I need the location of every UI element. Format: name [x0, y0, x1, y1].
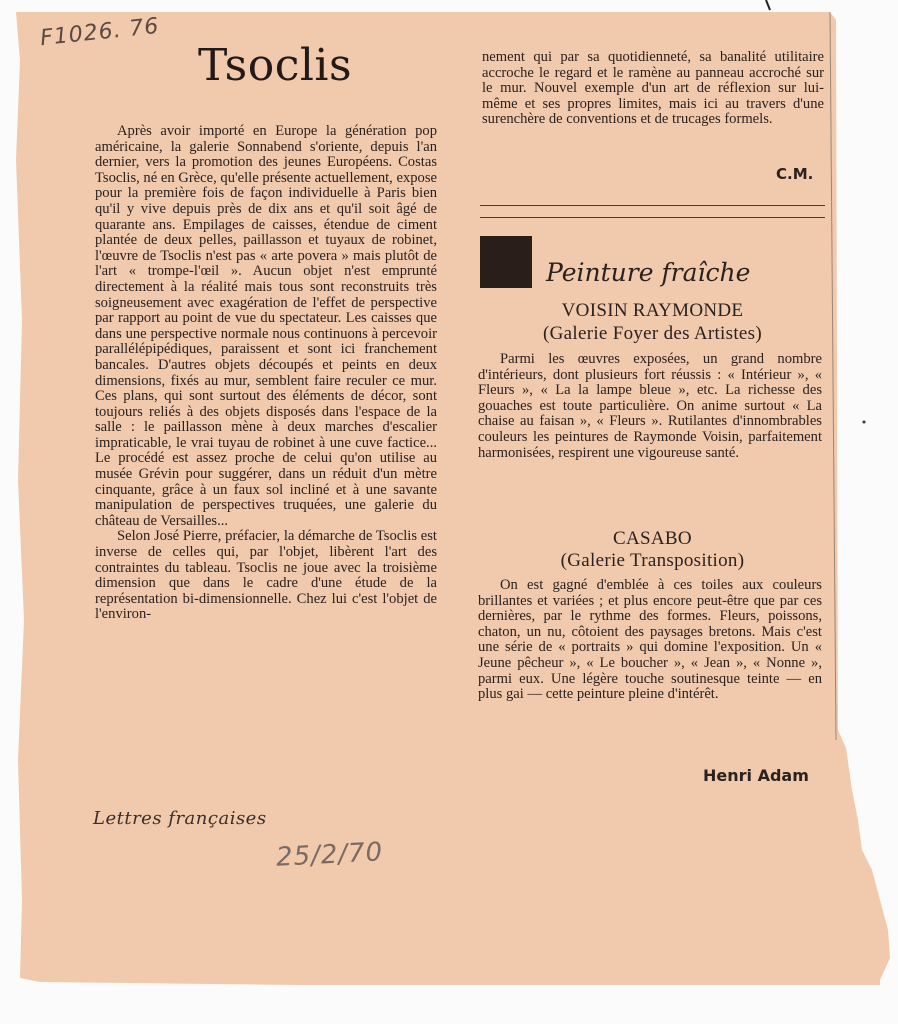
review-1-body — [478, 352, 822, 461]
divider-bottom — [480, 217, 825, 218]
review-1-text: Parmi les œuvres exposées, un grand nombre d'intérieurs, dont plusieurs fort réussis : « Intérieur », « Fleurs », « La la lampe bleue », etc. La richesse des gouaches est toute particulière. On anime surtout « La chaise au faisan », « Fleurs ». Rutilantes d'innombrables couleurs les peintures de Raymonde Voisin, parfaitement harmonisées, respirent une vigoureuse santé. — [478, 351, 822, 461]
handwritten-date: 25/2/70 — [275, 837, 384, 873]
section-title: Peinture fraîche — [546, 258, 751, 287]
article-continuation — [482, 50, 824, 128]
article-title: Tsoclis — [198, 40, 353, 91]
review-2-text: On est gagné d'emblée à ces toiles aux couleurs brillantes et variées ; et plus encore peut-être que par ces dernières, par le rythme des formes. Fleurs, poissons, chaton, un nu, côtoient des paysages bretons. Mais c'est une série de « portraits » qui domine l'exposition. Un « Jeune pêcheur », « Le boucher », « Jean », « Nonne », parmi eux. Une légère touche soutinesque teinte — en plus gai — cette peinture pleine d'intérêt. — [478, 577, 822, 703]
article-body — [95, 124, 437, 623]
review-1-artist: VOISIN RAYMONDE — [561, 300, 744, 321]
review-2-signature: Henri Adam — [703, 766, 809, 785]
review-1-gallery: (Galerie Foyer des Artistes) — [543, 323, 762, 344]
article-continuation-text: nement qui par sa quotidienneté, sa banalité utilitaire accroche le regard et le ramène au panneau accroché sur le mur. Nouvel exemple d'un art de réflexion sur lui-même et ses propres limites, mais ici au travers d'une surenchère de conventions et de trucages formels. — [482, 49, 824, 128]
divider-top — [480, 205, 825, 206]
section-marker — [480, 236, 532, 288]
review-2-gallery: (Galerie Transposition) — [560, 550, 745, 571]
review-2-body — [478, 578, 822, 703]
article-signature: C.M. — [776, 165, 814, 183]
article-paragraph-2: Selon José Pierre, préfacier, la démarche de Tsoclis est inverse de celles qui, par l'objet, libèrent l'art des contraintes du tableau. Tsoclis ne joue avec la troisième dimension que dans le cadre d'une étude de la représentation bi-dimensionnelle. Chez lui c'est l'objet de l'environ- — [95, 528, 437, 623]
review-2-artist: CASABO — [613, 528, 692, 549]
handwritten-catalog-ref: F1026. 76 — [39, 13, 161, 52]
article-paragraph-1: Après avoir importé en Europe la génération pop américaine, la galerie Sonnabend s'oriente, depuis l'an dernier, vers la promotion des jeunes Européens. Costas Tsoclis, né en Grèce, qu'elle présente actuellement, expose pour la première fois de façon individuelle à Paris bien qu'il y vive depuis près de dix ans et qu'il soit âgé de quarante ans. Empilages de caisses, étendue de ciment plantée de deux pelles, paillasson et tuyaux de robinet, l'œuvre de Tsoclis n'est pas « arte povera » mais plutôt de l'art « trompe-l'œil ». Aucun objet n'est emprunté directement à la réalité mais tous sont reconstruits très soigneusement avec exagération de l'effet de perspective par rapport au point de vue du spectateur. Les caisses que dans une perspective normale nous continuons à percevoir parallélépipédiques, paraissent et sont ici franchement bancales. D'autres objets découpés et peints en deux dimensions, fixés au mur, semblent faire reculer ce mur. Ces plans, qui sont surtout des éléments de décor, sont toujours reliés à des objets disposés dans l'espace de la salle : le paillasson mène à deux marches d'escalier impraticable, le vrai tuyau de robinet à une cuve factice... Le procédé est assez proche de celui qu'on utilise au musée Grévin pour suggérer, dans un réduit d'un mètre cinquante, grâce à un faux sol incliné et à une savante manipulation de perspectives truquées, une galerie du château de Versailles... — [95, 123, 437, 529]
source-publication: Lettres françaises — [93, 808, 267, 829]
